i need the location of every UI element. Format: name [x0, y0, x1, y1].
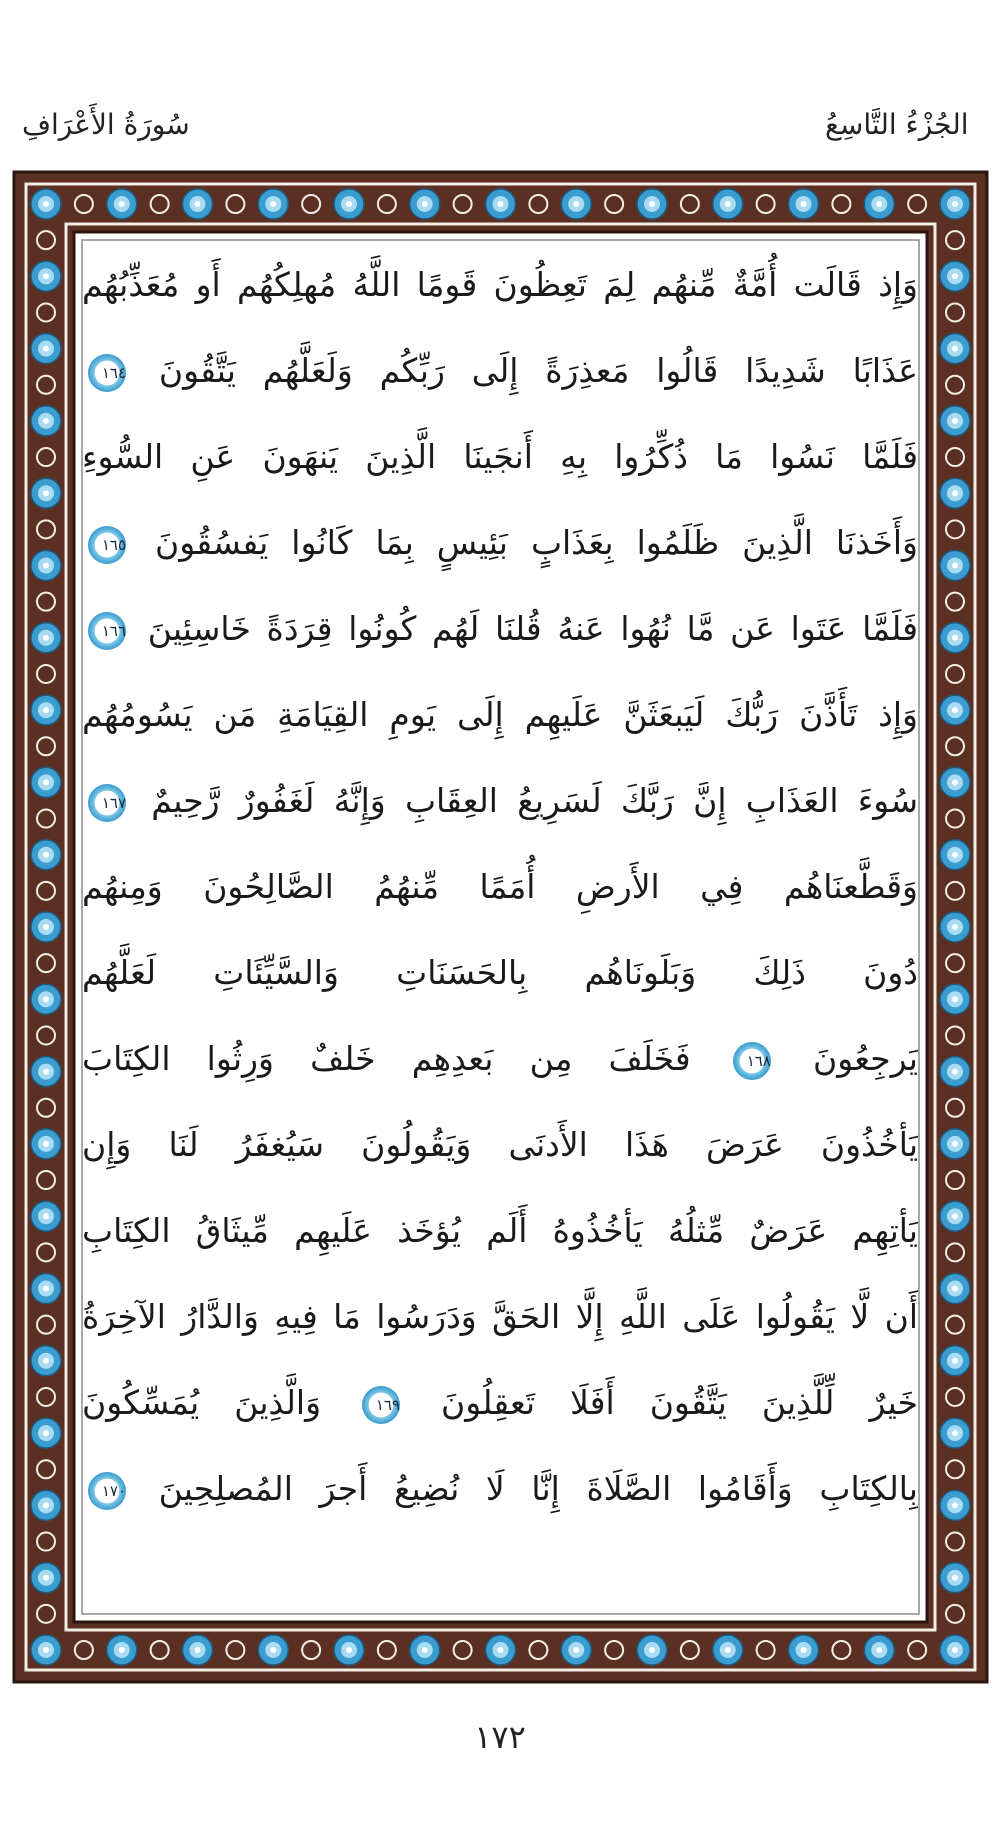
text-line	[82, 933, 918, 1013]
verse-text-continued: فَخَلَفَ مِن بَعدِهِم خَلفٌ وَرِثُوا الكِتَابَ	[82, 1039, 691, 1078]
ayah-number-marker: ١٦٩	[362, 1386, 400, 1424]
text-line	[82, 1191, 918, 1271]
blue-flower-dot	[422, 1647, 428, 1653]
text-line	[82, 1105, 918, 1185]
blue-flower-dot	[952, 996, 958, 1002]
blue-flower-dot	[952, 1213, 958, 1219]
blue-flower-dot	[952, 924, 958, 930]
blue-flower-dot	[952, 707, 958, 713]
text-line	[82, 589, 918, 669]
blue-flower-dot	[422, 201, 428, 207]
blue-flower-dot	[43, 1575, 49, 1581]
blue-flower-dot	[43, 1213, 49, 1219]
juz-title: الجُزْءُ التَّاسِعُ	[825, 108, 969, 141]
ayah-number-marker: ١٧٠	[88, 1472, 126, 1510]
blue-flower-dot	[952, 273, 958, 279]
blue-flower-dot	[119, 1647, 125, 1653]
text-line	[82, 1449, 918, 1529]
blue-flower-dot	[801, 1647, 807, 1653]
blue-flower-dot	[573, 1647, 579, 1653]
blue-flower-dot	[952, 1141, 958, 1147]
blue-flower-dot	[498, 201, 504, 207]
blue-flower-dot	[725, 1647, 731, 1653]
blue-flower-dot	[43, 273, 49, 279]
blue-flower-dot	[876, 201, 882, 207]
blue-flower-dot	[43, 1069, 49, 1075]
verse-text: بِالكِتَابِ وَأَقَامُوا الصَّلَاةَ إِنَّا لَا نُضِيعُ أَجرَ المُصلِحِينَ	[158, 1469, 918, 1508]
page-number: ١٧٢	[474, 1718, 526, 1756]
blue-flower-dot	[346, 1647, 352, 1653]
blue-flower-dot	[270, 1647, 276, 1653]
blue-flower-dot	[43, 1358, 49, 1364]
blue-flower-dot	[43, 1647, 49, 1653]
blue-flower-dot	[43, 707, 49, 713]
page-header	[0, 0, 1000, 180]
text-line	[82, 417, 918, 497]
blue-flower-dot	[649, 201, 655, 207]
blue-flower-dot	[43, 1430, 49, 1436]
blue-flower-dot	[119, 201, 125, 207]
blue-flower-dot	[952, 779, 958, 785]
blue-flower-dot	[43, 779, 49, 785]
blue-flower-dot	[43, 924, 49, 930]
text-line	[82, 847, 918, 927]
blue-flower-dot	[43, 1502, 49, 1508]
blue-flower-dot	[952, 852, 958, 858]
blue-flower-dot	[43, 563, 49, 569]
blue-flower-dot	[43, 1286, 49, 1292]
blue-flower-dot	[952, 1502, 958, 1508]
blue-flower-dot	[195, 201, 201, 207]
ayah-number-marker: ١٦٤	[88, 354, 126, 392]
verse-text: أَن لَّا يَقُولُوا عَلَى اللَّهِ إِلَّا الحَقَّ وَدَرَسُوا مَا فِيهِ وَالدَّارُ الآخِرَةُ	[82, 1297, 918, 1336]
verse-text: وَإِذ قَالَت أُمَّةٌ مِّنهُم لِمَ تَعِظُونَ قَومًا اللَّهُ مُهلِكُهُم أَو مُعَذِّبُهُم	[82, 265, 918, 304]
text-line	[82, 245, 918, 325]
blue-flower-dot	[876, 1647, 882, 1653]
blue-flower-dot	[649, 1647, 655, 1653]
verse-text: سُوءَ العَذَابِ إِنَّ رَبَّكَ لَسَرِيعُ العِقَابِ وَإِنَّهُ لَغَفُورٌ رَّحِيمٌ	[151, 781, 918, 820]
verse-text: يَرجِعُونَ	[813, 1039, 918, 1078]
text-line	[82, 675, 918, 755]
blue-flower-dot	[43, 996, 49, 1002]
verse-text: يَأخُذُونَ عَرَضَ هَذَا الأَدنَى وَيَقُولُونَ سَيُغفَرُ لَنَا وَإِن	[82, 1125, 918, 1164]
verse-text: دُونَ ذَلِكَ وَبَلَونَاهُم بِالحَسَنَاتِ وَالسَّيِّئَاتِ لَعَلَّهُم	[82, 953, 918, 992]
verse-text: فَلَمَّا عَتَوا عَن مَّا نُهُوا عَنهُ قُلنَا لَهُم كُونُوا قِرَدَةً خَاسِئِينَ	[147, 609, 918, 648]
verse-text: وَقَطَّعنَاهُم فِي الأَرضِ أُمَمًا مِّنهُمُ الصَّالِحُونَ وَمِنهُم	[82, 867, 918, 906]
text-line	[82, 503, 918, 583]
blue-flower-dot	[43, 490, 49, 496]
blue-flower-dot	[43, 635, 49, 641]
text-line	[82, 761, 918, 841]
text-line	[82, 1277, 918, 1357]
blue-flower-dot	[43, 346, 49, 352]
text-line	[82, 1019, 918, 1099]
blue-flower-dot	[952, 1358, 958, 1364]
blue-flower-dot	[952, 1430, 958, 1436]
blue-flower-dot	[952, 1575, 958, 1581]
blue-flower-dot	[43, 418, 49, 424]
blue-flower-dot	[573, 201, 579, 207]
verse-text: وَإِذ تَأَذَّنَ رَبُّكَ لَيَبعَثَنَّ عَلَيهِم إِلَى يَومِ القِيَامَةِ مَن يَسُومُهُم	[82, 695, 918, 734]
blue-flower-dot	[43, 201, 49, 207]
blue-flower-dot	[952, 563, 958, 569]
blue-flower-dot	[952, 1647, 958, 1653]
text-line	[82, 1363, 918, 1443]
surah-title: سُورَةُ الأَعْرَافِ	[22, 108, 190, 141]
blue-flower-dot	[43, 852, 49, 858]
blue-flower-dot	[952, 1069, 958, 1075]
verse-text: يَأتِهِم عَرَضٌ مِّثلُهُ يَأخُذُوهُ أَلَم يُؤخَذ عَلَيهِم مِّيثَاقُ الكِتَابِ	[82, 1211, 918, 1250]
blue-flower-dot	[952, 490, 958, 496]
verse-text-continued: وَالَّذِينَ يُمَسِّكُونَ	[82, 1383, 322, 1422]
text-line	[82, 331, 918, 411]
verse-text: عَذَابًا شَدِيدًا قَالُوا مَعذِرَةً إِلَى رَبِّكُم وَلَعَلَّهُم يَتَّقُونَ	[158, 351, 918, 390]
blue-flower-dot	[43, 1141, 49, 1147]
quran-text-block	[82, 245, 918, 1615]
ayah-number-marker: ١٦٦	[88, 612, 126, 650]
verse-text: خَيرٌ لِّلَّذِينَ يَتَّقُونَ أَفَلَا تَعقِلُونَ	[441, 1383, 918, 1422]
ayah-number-marker: ١٦٥	[88, 526, 126, 564]
blue-flower-dot	[498, 1647, 504, 1653]
verse-text: فَلَمَّا نَسُوا مَا ذُكِّرُوا بِهِ أَنجَينَا الَّذِينَ يَنهَونَ عَنِ السُّوءِ	[82, 437, 918, 476]
blue-flower-dot	[952, 418, 958, 424]
blue-flower-dot	[801, 201, 807, 207]
blue-flower-dot	[952, 635, 958, 641]
ayah-number-marker: ١٦٧	[88, 784, 126, 822]
blue-flower-dot	[725, 201, 731, 207]
blue-flower-dot	[270, 201, 276, 207]
verse-text: وَأَخَذنَا الَّذِينَ ظَلَمُوا بِعَذَابٍ بَئِيسٍ بِمَا كَانُوا يَفسُقُونَ	[155, 523, 918, 562]
blue-flower-dot	[346, 201, 352, 207]
blue-flower-dot	[952, 1286, 958, 1292]
blue-flower-dot	[952, 201, 958, 207]
ayah-number-marker: ١٦٨	[733, 1042, 771, 1080]
blue-flower-dot	[195, 1647, 201, 1653]
blue-flower-dot	[952, 346, 958, 352]
